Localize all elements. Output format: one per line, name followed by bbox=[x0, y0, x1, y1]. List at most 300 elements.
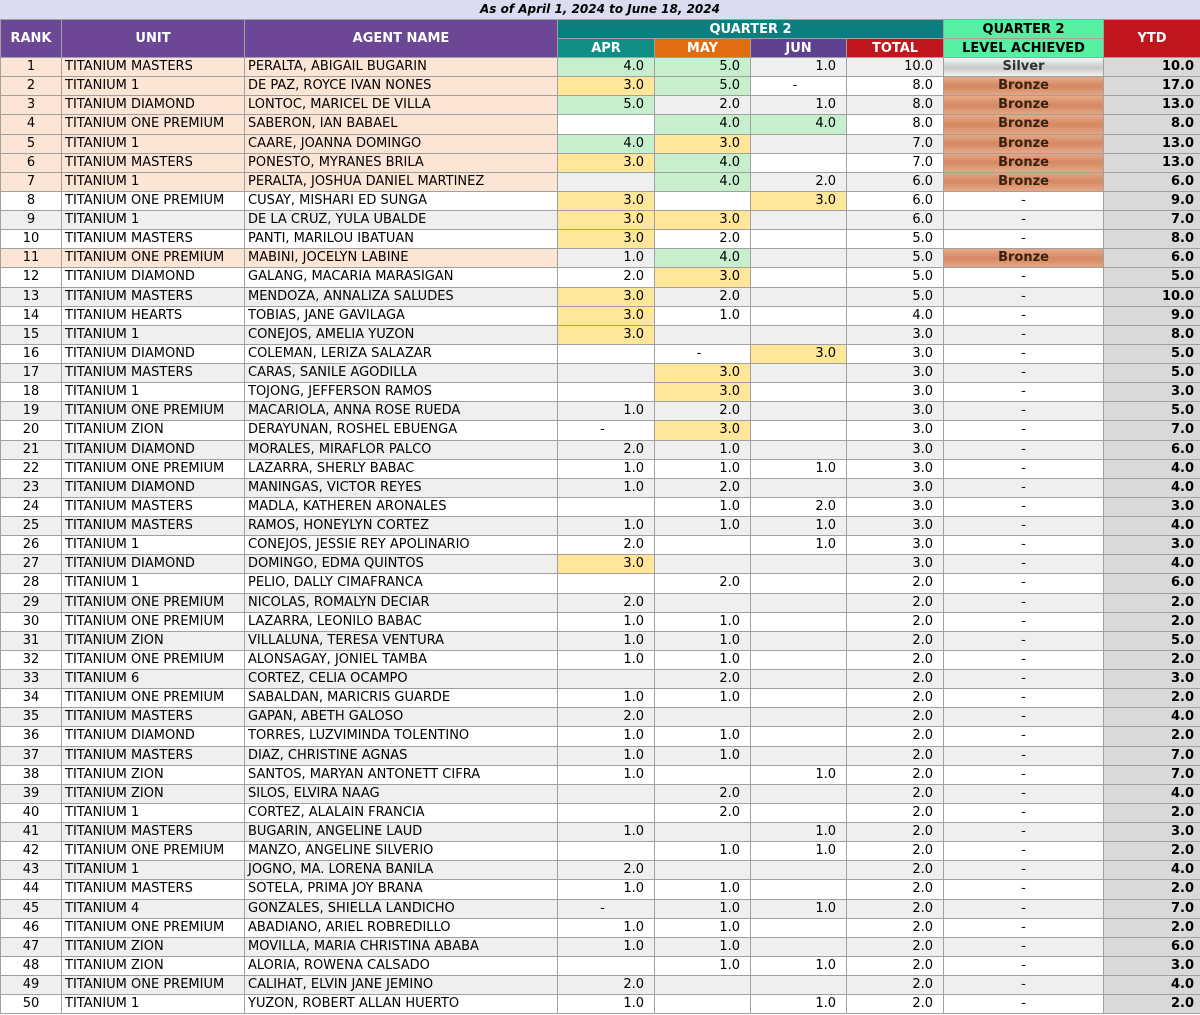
cell-unit: TITANIUM 1 bbox=[62, 172, 245, 191]
cell-rank: 36 bbox=[1, 727, 62, 746]
cell-jun bbox=[751, 727, 847, 746]
cell-rank: 49 bbox=[1, 976, 62, 995]
cell-agent-name: SABERON, IAN BABAEL bbox=[245, 115, 558, 134]
cell-level: Bronze bbox=[944, 96, 1104, 115]
cell-may: 2.0 bbox=[655, 784, 751, 803]
cell-level: - bbox=[944, 670, 1104, 689]
table-row bbox=[1, 172, 1200, 191]
cell-level: - bbox=[944, 995, 1104, 1014]
cell-jun: 1.0 bbox=[751, 96, 847, 115]
table-row bbox=[1, 670, 1200, 689]
cell-unit: TITANIUM DIAMOND bbox=[62, 478, 245, 497]
cell-total: 2.0 bbox=[847, 727, 944, 746]
cell-rank: 29 bbox=[1, 593, 62, 612]
table-row bbox=[1, 287, 1200, 306]
cell-agent-name: CORTEZ, ALALAIN FRANCIA bbox=[245, 803, 558, 822]
cell-unit: TITANIUM ONE PREMIUM bbox=[62, 459, 245, 478]
cell-total: 3.0 bbox=[847, 383, 944, 402]
table-row bbox=[1, 574, 1200, 593]
cell-apr: 3.0 bbox=[558, 306, 655, 325]
table-row bbox=[1, 784, 1200, 803]
cell-unit: TITANIUM 1 bbox=[62, 574, 245, 593]
cell-total: 5.0 bbox=[847, 287, 944, 306]
cell-total: 5.0 bbox=[847, 230, 944, 249]
cell-rank: 25 bbox=[1, 517, 62, 536]
cell-unit: TITANIUM MASTERS bbox=[62, 153, 245, 172]
cell-agent-name: TORRES, LUZVIMINDA TOLENTINO bbox=[245, 727, 558, 746]
cell-level: - bbox=[944, 211, 1104, 230]
cell-agent-name: LAZARRA, LEONILO BABAC bbox=[245, 612, 558, 631]
cell-may: 2.0 bbox=[655, 574, 751, 593]
cell-jun bbox=[751, 249, 847, 268]
cell-total: 2.0 bbox=[847, 918, 944, 937]
header-quarter-2: QUARTER 2 bbox=[558, 20, 944, 39]
cell-agent-name: MANZO, ANGELINE SILVERIO bbox=[245, 842, 558, 861]
cell-jun bbox=[751, 230, 847, 249]
cell-may: 3.0 bbox=[655, 383, 751, 402]
cell-unit: TITANIUM DIAMOND bbox=[62, 727, 245, 746]
cell-unit: TITANIUM DIAMOND bbox=[62, 440, 245, 459]
cell-jun bbox=[751, 784, 847, 803]
cell-jun: 3.0 bbox=[751, 191, 847, 210]
cell-may: 1.0 bbox=[655, 918, 751, 937]
cell-may: 1.0 bbox=[655, 612, 751, 631]
cell-level: - bbox=[944, 230, 1104, 249]
cell-agent-name: PERALTA, ABIGAIL BUGARIN bbox=[245, 58, 558, 77]
cell-unit: TITANIUM 1 bbox=[62, 77, 245, 96]
cell-agent-name: GONZALES, SHIELLA LANDICHO bbox=[245, 899, 558, 918]
table-row bbox=[1, 555, 1200, 574]
cell-apr bbox=[558, 842, 655, 861]
cell-apr: 2.0 bbox=[558, 536, 655, 555]
cell-unit: TITANIUM ONE PREMIUM bbox=[62, 115, 245, 134]
cell-unit: TITANIUM MASTERS bbox=[62, 230, 245, 249]
cell-apr bbox=[558, 956, 655, 975]
cell-apr: 2.0 bbox=[558, 861, 655, 880]
cell-jun: 3.0 bbox=[751, 344, 847, 363]
cell-may: 4.0 bbox=[655, 249, 751, 268]
cell-unit: TITANIUM 1 bbox=[62, 325, 245, 344]
cell-ytd: 4.0 bbox=[1104, 478, 1200, 497]
cell-apr: 3.0 bbox=[558, 211, 655, 230]
cell-level: - bbox=[944, 937, 1104, 956]
cell-apr: - bbox=[558, 421, 655, 440]
cell-ytd: 13.0 bbox=[1104, 153, 1200, 172]
cell-level: Silver bbox=[944, 58, 1104, 77]
cell-may bbox=[655, 555, 751, 574]
cell-rank: 47 bbox=[1, 937, 62, 956]
cell-jun: 1.0 bbox=[751, 765, 847, 784]
cell-total: 3.0 bbox=[847, 517, 944, 536]
cell-level: Bronze bbox=[944, 153, 1104, 172]
cell-level: - bbox=[944, 478, 1104, 497]
cell-unit: TITANIUM MASTERS bbox=[62, 880, 245, 899]
cell-unit: TITANIUM 6 bbox=[62, 670, 245, 689]
cell-level: - bbox=[944, 402, 1104, 421]
cell-level: - bbox=[944, 612, 1104, 631]
table-row bbox=[1, 727, 1200, 746]
cell-total: 2.0 bbox=[847, 689, 944, 708]
cell-may: 1.0 bbox=[655, 497, 751, 516]
table-row bbox=[1, 115, 1200, 134]
cell-rank: 18 bbox=[1, 383, 62, 402]
cell-apr bbox=[558, 574, 655, 593]
table-row bbox=[1, 918, 1200, 937]
table-row bbox=[1, 593, 1200, 612]
cell-unit: TITANIUM ONE PREMIUM bbox=[62, 650, 245, 669]
table-row bbox=[1, 956, 1200, 975]
cell-agent-name: MACARIOLA, ANNA ROSE RUEDA bbox=[245, 402, 558, 421]
cell-total: 3.0 bbox=[847, 497, 944, 516]
cell-level: - bbox=[944, 555, 1104, 574]
cell-level: - bbox=[944, 784, 1104, 803]
cell-apr: 2.0 bbox=[558, 440, 655, 459]
cell-jun bbox=[751, 708, 847, 727]
cell-unit: TITANIUM ONE PREMIUM bbox=[62, 612, 245, 631]
table-row bbox=[1, 306, 1200, 325]
cell-level: - bbox=[944, 344, 1104, 363]
cell-total: 6.0 bbox=[847, 172, 944, 191]
cell-agent-name: BUGARIN, ANGELINE LAUD bbox=[245, 823, 558, 842]
cell-jun bbox=[751, 325, 847, 344]
cell-rank: 26 bbox=[1, 536, 62, 555]
cell-level: - bbox=[944, 191, 1104, 210]
table-row bbox=[1, 440, 1200, 459]
cell-total: 3.0 bbox=[847, 344, 944, 363]
cell-ytd: 4.0 bbox=[1104, 555, 1200, 574]
cell-may: 1.0 bbox=[655, 517, 751, 536]
cell-total: 2.0 bbox=[847, 746, 944, 765]
cell-total: 2.0 bbox=[847, 842, 944, 861]
table-row bbox=[1, 211, 1200, 230]
cell-agent-name: DE PAZ, ROYCE IVAN NONES bbox=[245, 77, 558, 96]
cell-level: - bbox=[944, 536, 1104, 555]
cell-jun bbox=[751, 689, 847, 708]
cell-jun: 1.0 bbox=[751, 517, 847, 536]
cell-level: - bbox=[944, 593, 1104, 612]
cell-level: Bronze bbox=[944, 249, 1104, 268]
cell-agent-name: SOTELA, PRIMA JOY BRANA bbox=[245, 880, 558, 899]
cell-level: Bronze bbox=[944, 77, 1104, 96]
cell-total: 4.0 bbox=[847, 306, 944, 325]
cell-ytd: 10.0 bbox=[1104, 58, 1200, 77]
cell-agent-name: PELIO, DALLY CIMAFRANCA bbox=[245, 574, 558, 593]
cell-jun: 1.0 bbox=[751, 536, 847, 555]
cell-ytd: 2.0 bbox=[1104, 880, 1200, 899]
cell-level: - bbox=[944, 727, 1104, 746]
cell-ytd: 7.0 bbox=[1104, 899, 1200, 918]
cell-rank: 7 bbox=[1, 172, 62, 191]
cell-total: 2.0 bbox=[847, 708, 944, 727]
cell-unit: TITANIUM MASTERS bbox=[62, 364, 245, 383]
cell-may: 4.0 bbox=[655, 153, 751, 172]
cell-level: - bbox=[944, 823, 1104, 842]
cell-apr: 1.0 bbox=[558, 517, 655, 536]
cell-jun: 2.0 bbox=[751, 497, 847, 516]
cell-agent-name: ABADIANO, ARIEL ROBREDILLO bbox=[245, 918, 558, 937]
cell-rank: 28 bbox=[1, 574, 62, 593]
cell-unit: TITANIUM ONE PREMIUM bbox=[62, 191, 245, 210]
cell-ytd: 6.0 bbox=[1104, 937, 1200, 956]
cell-agent-name: MENDOZA, ANNALIZA SALUDES bbox=[245, 287, 558, 306]
cell-ytd: 3.0 bbox=[1104, 956, 1200, 975]
cell-ytd: 3.0 bbox=[1104, 383, 1200, 402]
header-apr: APR bbox=[558, 39, 655, 58]
cell-ytd: 5.0 bbox=[1104, 268, 1200, 287]
cell-jun bbox=[751, 746, 847, 765]
header-level-line2: LEVEL ACHIEVED bbox=[944, 39, 1104, 58]
cell-rank: 1 bbox=[1, 58, 62, 77]
cell-unit: TITANIUM DIAMOND bbox=[62, 96, 245, 115]
cell-rank: 11 bbox=[1, 249, 62, 268]
cell-total: 2.0 bbox=[847, 631, 944, 650]
cell-level: - bbox=[944, 689, 1104, 708]
cell-may: 3.0 bbox=[655, 421, 751, 440]
cell-may: 2.0 bbox=[655, 670, 751, 689]
cell-apr: 1.0 bbox=[558, 402, 655, 421]
cell-apr: 5.0 bbox=[558, 96, 655, 115]
cell-may: 5.0 bbox=[655, 77, 751, 96]
cell-level: - bbox=[944, 842, 1104, 861]
cell-level: - bbox=[944, 880, 1104, 899]
cell-may bbox=[655, 536, 751, 555]
cell-may: 2.0 bbox=[655, 230, 751, 249]
cell-agent-name: JOGNO, MA. LORENA BANILA bbox=[245, 861, 558, 880]
cell-ytd: 4.0 bbox=[1104, 784, 1200, 803]
header-ytd: YTD bbox=[1104, 20, 1200, 58]
cell-agent-name: DIAZ, CHRISTINE AGNAS bbox=[245, 746, 558, 765]
cell-jun: 1.0 bbox=[751, 995, 847, 1014]
cell-may: 2.0 bbox=[655, 96, 751, 115]
cell-level: - bbox=[944, 746, 1104, 765]
cell-total: 3.0 bbox=[847, 440, 944, 459]
cell-jun bbox=[751, 153, 847, 172]
cell-rank: 17 bbox=[1, 364, 62, 383]
cell-agent-name: DOMINGO, EDMA QUINTOS bbox=[245, 555, 558, 574]
cell-ytd: 7.0 bbox=[1104, 421, 1200, 440]
cell-ytd: 5.0 bbox=[1104, 344, 1200, 363]
cell-ytd: 3.0 bbox=[1104, 497, 1200, 516]
cell-rank: 31 bbox=[1, 631, 62, 650]
cell-ytd: 2.0 bbox=[1104, 803, 1200, 822]
cell-jun: 1.0 bbox=[751, 956, 847, 975]
cell-apr: 2.0 bbox=[558, 976, 655, 995]
cell-agent-name: NICOLAS, ROMALYN DECIAR bbox=[245, 593, 558, 612]
table-row bbox=[1, 650, 1200, 669]
cell-jun: 1.0 bbox=[751, 58, 847, 77]
table-row bbox=[1, 421, 1200, 440]
cell-ytd: 9.0 bbox=[1104, 191, 1200, 210]
cell-rank: 14 bbox=[1, 306, 62, 325]
cell-level: Bronze bbox=[944, 134, 1104, 153]
cell-jun bbox=[751, 803, 847, 822]
cell-ytd: 4.0 bbox=[1104, 976, 1200, 995]
cell-jun: 1.0 bbox=[751, 842, 847, 861]
cell-unit: TITANIUM ONE PREMIUM bbox=[62, 249, 245, 268]
cell-apr: 1.0 bbox=[558, 249, 655, 268]
cell-jun bbox=[751, 287, 847, 306]
cell-unit: TITANIUM ZION bbox=[62, 421, 245, 440]
table-row bbox=[1, 995, 1200, 1014]
cell-total: 5.0 bbox=[847, 249, 944, 268]
cell-total: 3.0 bbox=[847, 536, 944, 555]
cell-apr: 3.0 bbox=[558, 555, 655, 574]
cell-total: 3.0 bbox=[847, 364, 944, 383]
cell-unit: TITANIUM MASTERS bbox=[62, 58, 245, 77]
cell-level: - bbox=[944, 325, 1104, 344]
cell-jun bbox=[751, 478, 847, 497]
cell-apr: 1.0 bbox=[558, 823, 655, 842]
cell-agent-name: VILLALUNA, TERESA VENTURA bbox=[245, 631, 558, 650]
cell-may bbox=[655, 708, 751, 727]
table-row bbox=[1, 612, 1200, 631]
cell-apr: 1.0 bbox=[558, 995, 655, 1014]
cell-apr: 3.0 bbox=[558, 191, 655, 210]
cell-ytd: 7.0 bbox=[1104, 211, 1200, 230]
table-row bbox=[1, 880, 1200, 899]
cell-jun bbox=[751, 612, 847, 631]
cell-rank: 48 bbox=[1, 956, 62, 975]
cell-ytd: 2.0 bbox=[1104, 842, 1200, 861]
cell-rank: 6 bbox=[1, 153, 62, 172]
cell-agent-name: SANTOS, MARYAN ANTONETT CIFRA bbox=[245, 765, 558, 784]
cell-level: Bronze bbox=[944, 115, 1104, 134]
header-agent-name: AGENT NAME bbox=[245, 20, 558, 58]
cell-agent-name: MABINI, JOCELYN LABINE bbox=[245, 249, 558, 268]
cell-apr: 3.0 bbox=[558, 230, 655, 249]
table-row bbox=[1, 861, 1200, 880]
table-row bbox=[1, 402, 1200, 421]
cell-total: 2.0 bbox=[847, 650, 944, 669]
cell-apr bbox=[558, 344, 655, 363]
cell-ytd: 6.0 bbox=[1104, 440, 1200, 459]
cell-total: 8.0 bbox=[847, 115, 944, 134]
cell-apr bbox=[558, 497, 655, 516]
cell-level: - bbox=[944, 631, 1104, 650]
cell-total: 3.0 bbox=[847, 421, 944, 440]
cell-unit: TITANIUM ONE PREMIUM bbox=[62, 689, 245, 708]
cell-may bbox=[655, 593, 751, 612]
cell-may: 1.0 bbox=[655, 842, 751, 861]
cell-rank: 9 bbox=[1, 211, 62, 230]
cell-apr: 1.0 bbox=[558, 631, 655, 650]
cell-ytd: 2.0 bbox=[1104, 995, 1200, 1014]
cell-may: 2.0 bbox=[655, 478, 751, 497]
cell-total: 2.0 bbox=[847, 899, 944, 918]
cell-ytd: 4.0 bbox=[1104, 517, 1200, 536]
cell-apr: 1.0 bbox=[558, 650, 655, 669]
cell-rank: 42 bbox=[1, 842, 62, 861]
cell-total: 3.0 bbox=[847, 459, 944, 478]
cell-agent-name: MADLA, KATHEREN ARONALES bbox=[245, 497, 558, 516]
cell-total: 3.0 bbox=[847, 325, 944, 344]
cell-jun bbox=[751, 861, 847, 880]
cell-level: - bbox=[944, 976, 1104, 995]
table-row bbox=[1, 689, 1200, 708]
cell-total: 2.0 bbox=[847, 995, 944, 1014]
cell-rank: 10 bbox=[1, 230, 62, 249]
cell-rank: 15 bbox=[1, 325, 62, 344]
cell-level: Bronze bbox=[944, 172, 1104, 191]
cell-agent-name: PANTI, MARILOU IBATUAN bbox=[245, 230, 558, 249]
cell-apr: 1.0 bbox=[558, 612, 655, 631]
table-row bbox=[1, 58, 1200, 77]
cell-apr bbox=[558, 364, 655, 383]
cell-agent-name: GALANG, MACARIA MARASIGAN bbox=[245, 268, 558, 287]
cell-unit: TITANIUM ONE PREMIUM bbox=[62, 918, 245, 937]
cell-unit: TITANIUM ZION bbox=[62, 765, 245, 784]
cell-rank: 3 bbox=[1, 96, 62, 115]
cell-ytd: 7.0 bbox=[1104, 746, 1200, 765]
cell-ytd: 4.0 bbox=[1104, 708, 1200, 727]
cell-unit: TITANIUM MASTERS bbox=[62, 708, 245, 727]
cell-rank: 32 bbox=[1, 650, 62, 669]
cell-unit: TITANIUM 4 bbox=[62, 899, 245, 918]
cell-unit: TITANIUM ONE PREMIUM bbox=[62, 842, 245, 861]
cell-jun bbox=[751, 402, 847, 421]
cell-jun: 1.0 bbox=[751, 823, 847, 842]
cell-may: 1.0 bbox=[655, 440, 751, 459]
cell-total: 7.0 bbox=[847, 134, 944, 153]
cell-ytd: 5.0 bbox=[1104, 364, 1200, 383]
header-may: MAY bbox=[655, 39, 751, 58]
cell-jun bbox=[751, 918, 847, 937]
cell-rank: 35 bbox=[1, 708, 62, 727]
cell-ytd: 8.0 bbox=[1104, 325, 1200, 344]
table-row bbox=[1, 842, 1200, 861]
header-total: TOTAL bbox=[847, 39, 944, 58]
cell-jun bbox=[751, 555, 847, 574]
cell-apr: 1.0 bbox=[558, 880, 655, 899]
cell-apr: 3.0 bbox=[558, 153, 655, 172]
cell-may: 1.0 bbox=[655, 306, 751, 325]
cell-rank: 39 bbox=[1, 784, 62, 803]
cell-agent-name: COLEMAN, LERIZA SALAZAR bbox=[245, 344, 558, 363]
cell-may: 3.0 bbox=[655, 364, 751, 383]
cell-rank: 34 bbox=[1, 689, 62, 708]
cell-agent-name: CORTEZ, CELIA OCAMPO bbox=[245, 670, 558, 689]
cell-unit: TITANIUM 1 bbox=[62, 536, 245, 555]
cell-ytd: 17.0 bbox=[1104, 77, 1200, 96]
cell-may: 1.0 bbox=[655, 631, 751, 650]
cell-apr: 1.0 bbox=[558, 689, 655, 708]
cell-may: 2.0 bbox=[655, 803, 751, 822]
cell-ytd: 5.0 bbox=[1104, 631, 1200, 650]
header-jun: JUN bbox=[751, 39, 847, 58]
cell-jun: 1.0 bbox=[751, 899, 847, 918]
cell-level: - bbox=[944, 956, 1104, 975]
cell-apr: 3.0 bbox=[558, 325, 655, 344]
cell-jun: - bbox=[751, 77, 847, 96]
report-period-caption: As of April 1, 2024 to June 18, 2024 bbox=[0, 0, 1200, 19]
cell-apr: 2.0 bbox=[558, 593, 655, 612]
table-row bbox=[1, 153, 1200, 172]
cell-jun: 2.0 bbox=[751, 172, 847, 191]
cell-total: 2.0 bbox=[847, 976, 944, 995]
cell-apr bbox=[558, 172, 655, 191]
cell-unit: TITANIUM ONE PREMIUM bbox=[62, 976, 245, 995]
cell-apr bbox=[558, 383, 655, 402]
cell-total: 2.0 bbox=[847, 574, 944, 593]
cell-may: 5.0 bbox=[655, 58, 751, 77]
cell-unit: TITANIUM MASTERS bbox=[62, 823, 245, 842]
q2-ranking-table bbox=[0, 19, 1200, 1014]
cell-agent-name: CUSAY, MISHARI ED SUNGA bbox=[245, 191, 558, 210]
cell-agent-name: ALORIA, ROWENA CALSADO bbox=[245, 956, 558, 975]
cell-rank: 20 bbox=[1, 421, 62, 440]
cell-unit: TITANIUM DIAMOND bbox=[62, 268, 245, 287]
cell-ytd: 2.0 bbox=[1104, 612, 1200, 631]
